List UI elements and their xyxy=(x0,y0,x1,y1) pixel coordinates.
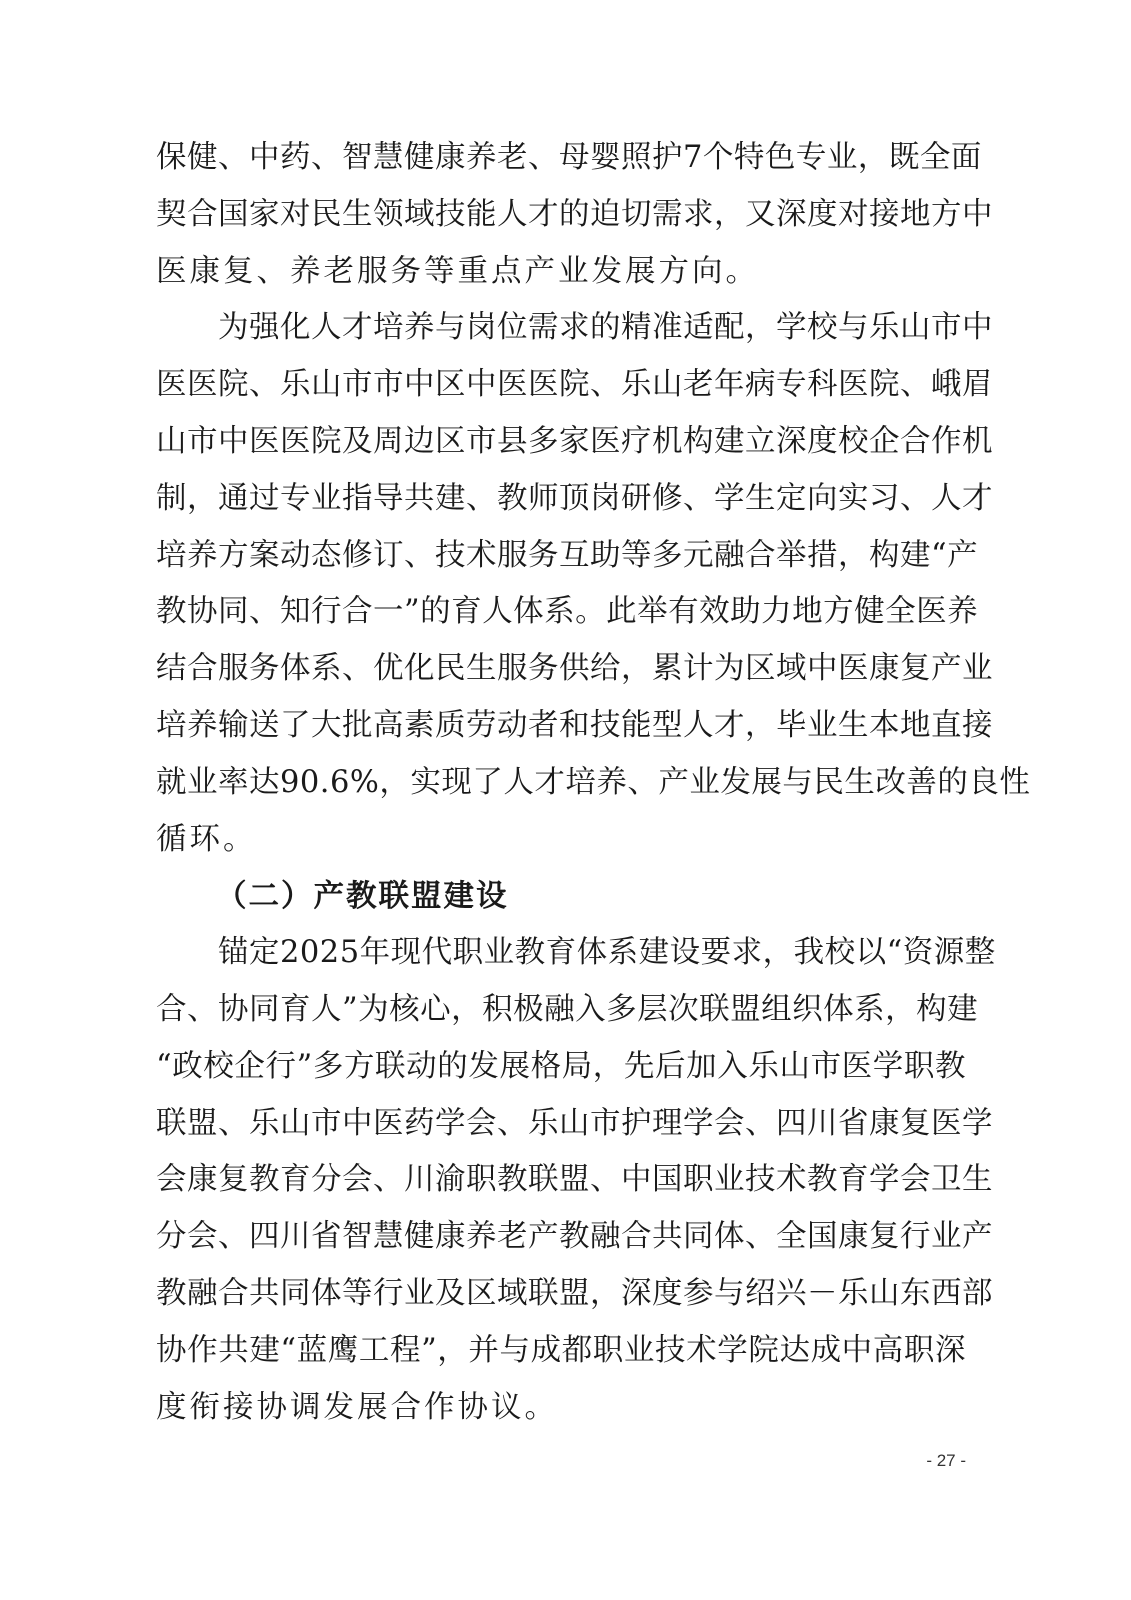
text-line: 度衔接协调发展合作协议。 xyxy=(156,1389,558,1425)
text-line: 锚定2025年现代职业教育体系建设要求，我校以“资源整 xyxy=(218,935,996,971)
text-line: 联盟、乐山市中医药学会、乐山市护理学会、四川省康复医学 xyxy=(156,1105,993,1141)
text-line: 协作共建“蓝鹰工程”，并与成都职业技术学院达成中高职深 xyxy=(156,1332,966,1368)
text-line: 教协同、知行合一”的育人体系。此举有效助力地方健全医养 xyxy=(156,594,979,630)
text-line: 保健、中药、智慧健康养老、母婴照护7个特色专业，既全面 xyxy=(156,140,982,175)
paragraph-1 xyxy=(156,130,993,300)
text-line: 制，通过专业指导共建、教师顶岗研修、学生定向实习、人才 xyxy=(156,480,993,516)
paragraph-2 xyxy=(156,300,1031,868)
text-line: 循环。 xyxy=(156,821,257,857)
text-line: 合、协同育人”为核心，积极融入多层次联盟组织体系，构建 xyxy=(156,991,979,1027)
text-line: 教融合共同体等行业及区域联盟，深度参与绍兴－乐山东西部 xyxy=(156,1275,993,1311)
text-line: 结合服务体系、优化民生服务供给，累计为区域中医康复产业 xyxy=(156,651,993,687)
paragraph-3 xyxy=(156,925,996,1436)
text-line: “政校企行”多方联动的发展格局，先后加入乐山市医学职教 xyxy=(156,1048,966,1084)
section-heading: （二）产教联盟建设 xyxy=(216,878,509,915)
text-line: 培养输送了大批高素质劳动者和技能型人才，毕业生本地直接 xyxy=(156,707,993,743)
text-line: 为强化人才培养与岗位需求的精准适配，学校与乐山市中 xyxy=(218,310,993,346)
text-line: 医康复、养老服务等重点产业发展方向。 xyxy=(156,253,759,289)
page-number: - 27 - xyxy=(926,1451,966,1470)
text-line: 分会、四川省智慧健康养老产教融合共同体、全国康复行业产 xyxy=(156,1219,993,1255)
text-line: 医医院、乐山市市中区中医医院、乐山老年病专科医院、峨眉 xyxy=(156,367,993,403)
text-line: 培养方案动态修订、技术服务互助等多元融合举措，构建“产 xyxy=(156,537,979,573)
body-text xyxy=(156,130,1031,1436)
text-line: 契合国家对民生领域技能人才的迫切需求，又深度对接地方中 xyxy=(156,196,993,232)
text-line: 就业率达90.6%，实现了人才培养、产业发展与民生改善的良性 xyxy=(156,764,1031,800)
text-line: 会康复教育分会、川渝职教联盟、中国职业技术教育学会卫生 xyxy=(156,1162,993,1198)
text-line: 山市中医医院及周边区市县多家医疗机构建立深度校企合作机 xyxy=(156,423,993,459)
